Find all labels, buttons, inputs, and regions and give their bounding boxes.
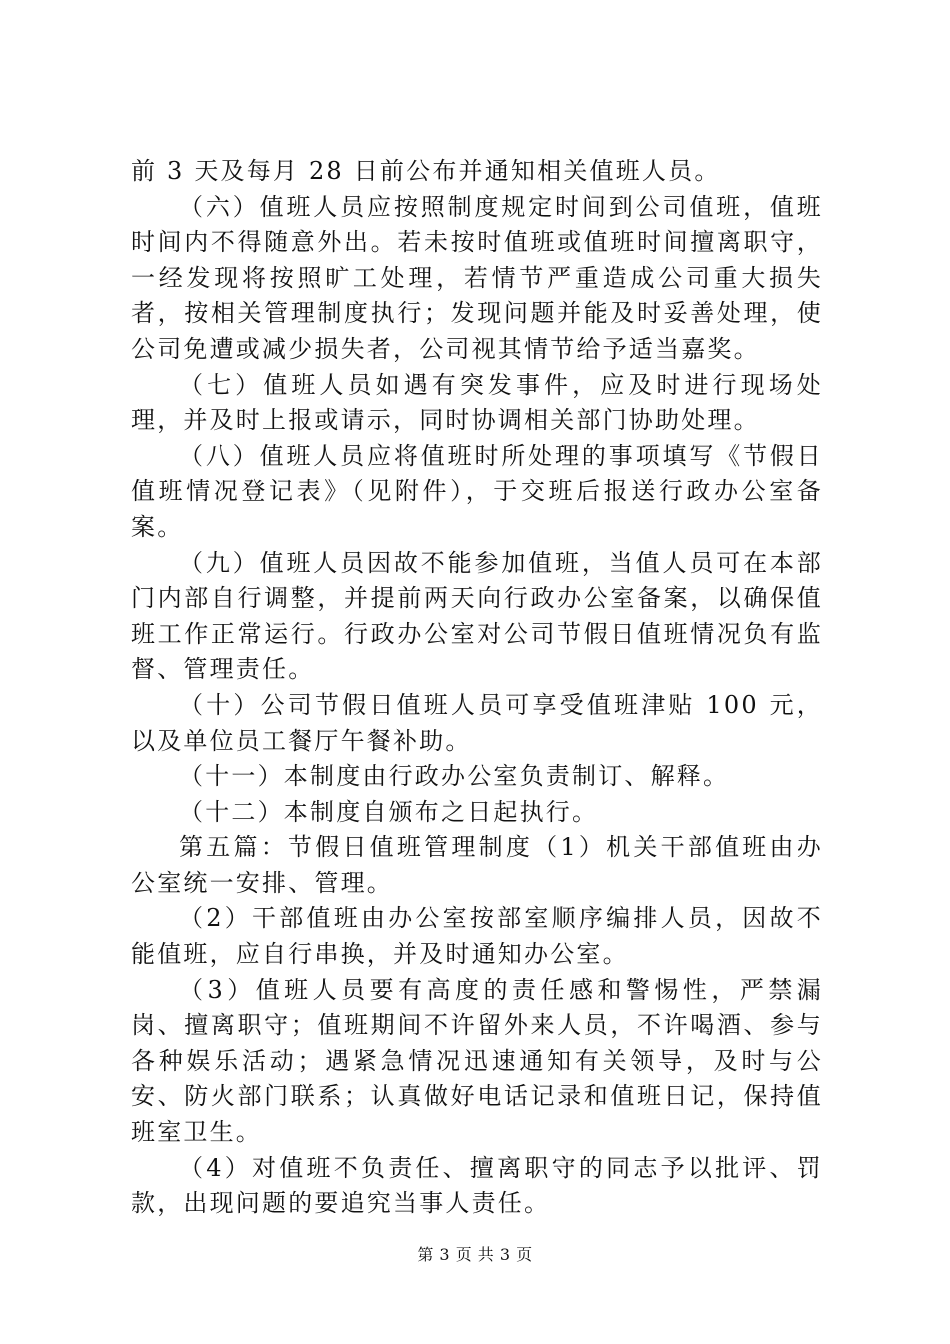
paragraph-continuation: 前 3 天及每月 28 日前公布并通知相关值班人员。 (131, 157, 721, 185)
page-number-footer: 第 3 页 共 3 页 (417, 1245, 533, 1264)
paragraph-item-10: （十）公司节假日值班人员可享受值班津贴 100 元，以及单位员工餐厅午餐补助。 (131, 690, 823, 755)
paragraph-item-12: （十二）本制度自颁布之日起执行。 (179, 797, 599, 826)
paragraph-rule-4: （4）对值班不负责任、擅离职守的同志予以批评、罚款，出现问题的要追究当事人责任。 (131, 1153, 823, 1218)
paragraph-item-7: （七）值班人员如遇有突发事件，应及时进行现场处理，并及时上报或请示，同时协调相关部门协助处理。 (131, 370, 823, 435)
paragraph-rule-3: （3）值班人员要有高度的责任感和警惕性，严禁漏岗、擅离职守；值班期间不许留外来人员，不许喝酒、参与各种娱乐活动；遇紧急情况迅速通知有关领导，及时与公安、防火部门联系；认真做好电话记录和值班日记，保持值班室卫生。 (131, 975, 823, 1147)
paragraph-item-11: （十一）本制度由行政办公室负责制订、解释。 (179, 762, 730, 791)
document-body (131, 154, 823, 1222)
paragraph-item-9: （九）值班人员因故不能参加值班，当值人员可在本部门内部自行调整，并提前两天向行政办公室备案，以确保值班工作正常运行。行政办公室对公司节假日值班情况负有监督、管理责任。 (131, 548, 823, 684)
paragraph-section-5: 第五篇：节假日值班管理制度（1）机关干部值班由办公室统一安排、管理。 (131, 833, 823, 897)
paragraph-item-8: （八）值班人员应将值班时所处理的事项填写《节假日值班情况登记表》（见附件），于交班后报送行政办公室备案。 (131, 441, 823, 541)
paragraph-item-6: （六）值班人员应按照制度规定时间到公司值班，值班时间内不得随意外出。若未按时值班或值班时间擅离职守，一经发现将按照旷工处理，若情节严重造成公司重大损失者，按相关管理制度执行；发现问题并能及时妥善处理，使公司免遭或减少损失者，公司视其情节给予适当嘉奖。 (131, 192, 823, 363)
paragraph-rule-2: （2）干部值班由办公室按部室顺序编排人员，因故不能值班，应自行串换，并及时通知办公室。 (131, 904, 823, 969)
